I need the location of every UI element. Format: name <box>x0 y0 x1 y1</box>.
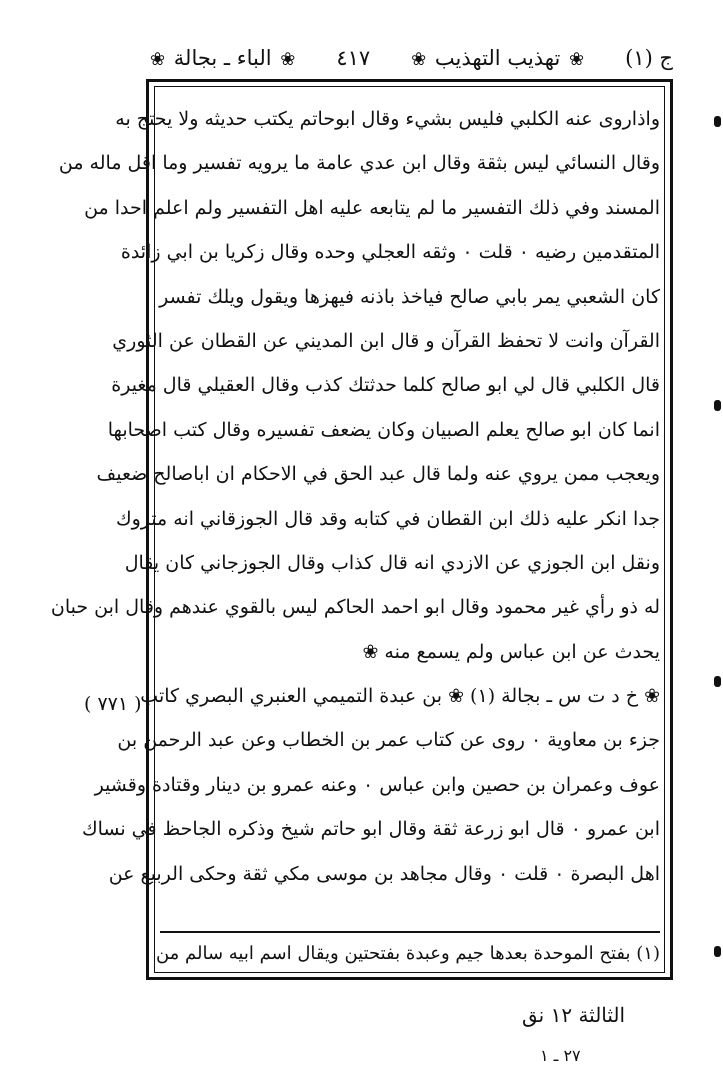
text-line: وقال النسائي ليس بثقة وقال ابن عدي عامة ما يرويه تفسير وما اقل ماله من <box>58 152 660 175</box>
entry-number: ( ٧٧١ ) <box>84 693 142 715</box>
ornament-icon: ❀ <box>411 49 427 70</box>
book-title <box>409 46 586 70</box>
text-line: يحدث عن ابن عباس ولم يسمع منه ❀ <box>362 640 660 663</box>
ornament-icon: ❀ <box>150 49 166 70</box>
text-line: جزء بن معاوية ٠ روى عن كتاب عمر بن الخطاب وعن عبد الرحمن بن <box>117 729 660 752</box>
section-title-text: الباء ـ بجالة <box>173 46 272 70</box>
text-line: عوف وعمران بن حصين وابن عباس ٠ وعنه عمرو بن دينار وقتادة وقشير <box>94 773 660 796</box>
page-number: ٤١٧ <box>336 46 371 70</box>
text-line: ويعجب ممن يروي عنه ولما قال عبد الحق في الاحكام ان اباصالح ضعيف <box>96 463 660 486</box>
entry-heading-line: ❀ خ د ت س ـ بجالة (١) ❀ بن عبدة التميمي العنبري البصري كاتب <box>140 685 660 708</box>
text-line: واذاروى عنه الكلبي فليس بشيء وقال ابوحاتم يكتب حديثه ولا يحتج به <box>115 108 660 130</box>
page-edge-mark <box>714 400 721 411</box>
text-line: له ذو رأي غير محمود وقال ابو احمد الحاكم ليس بالقوي عندهم وقال ابن حبان <box>50 596 660 619</box>
section-title <box>148 46 297 70</box>
page-edge-mark <box>714 116 721 127</box>
text-line: جدا انكر عليه ذلك ابن القطان في كتابه وقد قال الجوزقاني انه متروك <box>115 507 660 530</box>
volume-label: ج (١) <box>625 46 673 70</box>
text-line: اهل البصرة ٠ قلت ٠ وقال مجاهد بن موسى مكي ثقة وحكى الربيع عن <box>108 862 660 885</box>
text-line: المسند وفي ذلك التفسير ما لم يتابعه عليه اهل التفسير ولم اعلم احدا من <box>84 196 660 219</box>
page-edge-mark <box>714 676 721 687</box>
footnote: (١) بفتح الموحدة بعدها جيم وعبدة بفتحتين ويقال اسم ابيه سالم من <box>155 943 660 964</box>
printer-signature: الثالثة ١٢ نق <box>522 1003 626 1027</box>
text-line: انما كان ابو صالح يعلم الصبيان وكان يضعف تفسيره وقال كتب اصحابها <box>107 418 660 441</box>
text-line: كان الشعبي يمر بابي صالح فياخذ باذنه فيهزها ويقول ويلك تفسر <box>159 285 660 308</box>
cut-off-text: ٢٧ ـ ١ <box>540 1046 581 1065</box>
text-line: القرآن وانت لا تحفظ القرآن و قال ابن المديني عن القطان عن الثوري <box>112 329 660 352</box>
book-title-text: تهذيب التهذيب <box>434 46 561 70</box>
text-line: ابن عمرو ٠ قال ابو زرعة ثقة وقال ابو حاتم شيخ وذكره الجاحظ في نساك <box>81 818 660 841</box>
page-header <box>148 38 673 78</box>
footnote-divider <box>160 931 660 933</box>
text-line: قال الكلبي قال لي ابو صالح كلما حدثتك كذب وقال العقيلي قال مغيرة <box>111 374 660 397</box>
page-edge-mark <box>714 946 721 957</box>
ornament-icon: ❀ <box>569 49 585 70</box>
text-line: ونقل ابن الجوزي عن الازدي انه قال كذاب وقال الجوزجاني كان يقال <box>124 551 660 574</box>
text-line: المتقدمين رضيه ٠ قلت ٠ وثقه العجلي وحده وقال زكريا بن ابي زائدة <box>120 241 660 264</box>
ornament-icon: ❀ <box>280 49 296 70</box>
